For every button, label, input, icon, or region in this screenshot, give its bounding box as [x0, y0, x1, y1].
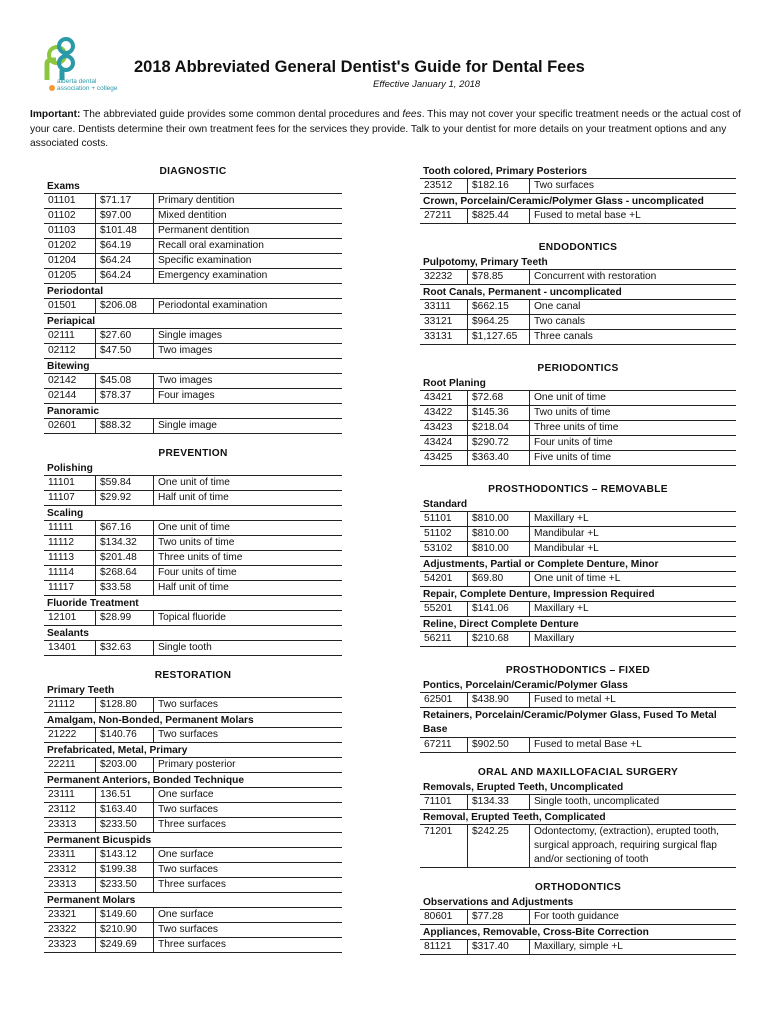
procedure-description: Emergency examination: [158, 270, 268, 281]
procedure-description: One unit of time: [158, 522, 230, 533]
section-heading: PERIODONTICS: [537, 363, 619, 374]
fee-amount: $210.68: [468, 632, 530, 646]
procedure-code: 13401: [44, 641, 96, 655]
page-title: 2018 Abbreviated General Dentist's Guide for Dental Fees: [134, 58, 585, 76]
fee-amount: $128.80: [96, 698, 154, 712]
procedure-description: Fused to metal Base +L: [534, 739, 642, 750]
procedure-description: Two canals: [534, 316, 585, 327]
procedure-code: 11113: [44, 551, 96, 565]
fee-amount: $363.40: [468, 451, 530, 465]
procedure-code: 62501: [420, 693, 468, 707]
subsection-heading: Sealants: [44, 626, 342, 641]
fee-row: [44, 698, 342, 713]
procedure-description: Fused to metal +L: [534, 694, 616, 705]
procedure-description: Three surfaces: [158, 879, 226, 890]
subsection-heading: Primary Teeth: [44, 683, 342, 698]
subsection-heading: Retainers, Porcelain/Ceramic/Polymer Glass, Fused To Metal Base: [420, 708, 736, 738]
procedure-code: 11112: [44, 536, 96, 550]
fee-amount: $64.19: [96, 239, 154, 253]
subsection-heading: Observations and Adjustments: [420, 895, 736, 910]
subsection-heading: Standard: [420, 497, 736, 512]
fee-row: [44, 239, 342, 254]
procedure-description: One surface: [158, 849, 214, 860]
procedure-code: 11114: [44, 566, 96, 580]
fee-amount: $72.68: [468, 391, 530, 405]
subsection-heading: Pulpotomy, Primary Teeth: [420, 255, 736, 270]
procedure-description: One canal: [534, 301, 581, 312]
fee-amount: $825.44: [468, 209, 530, 223]
fee-amount: $290.72: [468, 436, 530, 450]
fee-row: [420, 602, 736, 617]
procedure-code: 11107: [44, 491, 96, 505]
fee-amount: $140.76: [96, 728, 154, 742]
procedure-description: Maxillary +L: [534, 513, 589, 524]
procedure-description: Two surfaces: [158, 924, 219, 935]
fee-row: [44, 908, 342, 923]
alberta-dental-logo: [38, 36, 134, 102]
important-notice: Important: The abbreviated guide provides some common dental procedures and fees. This may not cover your specific treatment needs or the actual cost of your care. Dentists determine their own treatment fees for the services they provide. Talk to your dentist for more details on your treatment options and any associated costs.: [30, 109, 741, 149]
section-heading: ORTHODONTICS: [534, 882, 622, 893]
section-heading: ORAL AND MAXILLOFACIAL SURGERY: [477, 767, 679, 778]
subsection-heading: Prefabricated, Metal, Primary: [44, 743, 342, 758]
procedure-code: 02144: [44, 389, 96, 403]
procedure-description: One surface: [158, 909, 214, 920]
procedure-code: 02601: [44, 419, 96, 433]
procedure-code: 55201: [420, 602, 468, 616]
procedure-code: 23311: [44, 848, 96, 862]
fee-row: [44, 476, 342, 491]
procedure-description: Maxillary: [534, 633, 575, 644]
fee-row: [420, 391, 736, 406]
fee-amount: $242.25: [468, 825, 530, 867]
fee-amount: $1,127.65: [468, 330, 530, 344]
fee-amount: $182.16: [468, 179, 530, 193]
subsection-heading: Permanent Molars: [44, 893, 342, 908]
procedure-description: Five units of time: [534, 452, 611, 463]
procedure-description: One surface: [158, 789, 214, 800]
fee-amount: $233.50: [96, 878, 154, 892]
fee-amount: $27.60: [96, 329, 154, 343]
fee-amount: $101.48: [96, 224, 154, 238]
fee-amount: $32.63: [96, 641, 154, 655]
fee-amount: $45.08: [96, 374, 154, 388]
procedure-code: 02142: [44, 374, 96, 388]
subsection-heading: Periodontal: [44, 284, 342, 299]
procedure-code: 02111: [44, 329, 96, 343]
fee-amount: $67.16: [96, 521, 154, 535]
effective-date: Effective January 1, 2018: [373, 79, 481, 90]
fee-amount: $206.08: [96, 299, 154, 313]
fee-row: [420, 179, 736, 194]
fee-amount: $88.32: [96, 419, 154, 433]
fee-amount: $810.00: [468, 542, 530, 556]
procedure-code: 23321: [44, 908, 96, 922]
fee-row: [44, 374, 342, 389]
fee-amount: $59.84: [96, 476, 154, 490]
subsection-heading: Reline, Direct Complete Denture: [420, 617, 736, 632]
procedure-description: Mixed dentition: [158, 210, 227, 221]
procedure-code: 01202: [44, 239, 96, 253]
procedure-code: 54201: [420, 572, 468, 586]
procedure-code: 43422: [420, 406, 468, 420]
fee-row: [420, 572, 736, 587]
subsection-heading: Scaling: [44, 506, 342, 521]
procedure-code: 53102: [420, 542, 468, 556]
fee-row: [44, 758, 342, 773]
procedure-description: Mandibular +L: [534, 528, 599, 539]
subsection-heading: Polishing: [44, 461, 342, 476]
subsection-heading: Permanent Bicuspids: [44, 833, 342, 848]
fee-row: [420, 632, 736, 647]
fee-row: [420, 795, 736, 810]
fee-amount: $249.69: [96, 938, 154, 952]
fee-amount: $810.00: [468, 527, 530, 541]
left-column: [44, 164, 342, 953]
procedure-code: 33131: [420, 330, 468, 344]
procedure-code: 71101: [420, 795, 468, 809]
subsection-heading: Panoramic: [44, 404, 342, 419]
procedure-code: 22211: [44, 758, 96, 772]
fee-row: [420, 825, 736, 868]
procedure-description: Two surfaces: [158, 699, 219, 710]
procedure-code: 11117: [44, 581, 96, 595]
fee-row: [44, 254, 342, 269]
procedure-code: 32232: [420, 270, 468, 284]
subsection-heading: Repair, Complete Denture, Impression Required: [420, 587, 736, 602]
procedure-description: Two surfaces: [158, 804, 219, 815]
procedure-code: 43421: [420, 391, 468, 405]
fee-amount: $317.40: [468, 940, 530, 954]
procedure-description: Odontectomy, (extraction), erupted tooth, surgical approach, requiring surgical flap and/or sectioning of tooth: [534, 826, 719, 865]
procedure-code: 12101: [44, 611, 96, 625]
fee-row: [44, 788, 342, 803]
fee-row: [420, 940, 736, 955]
fee-amount: $964.25: [468, 315, 530, 329]
fee-row: [420, 406, 736, 421]
procedure-description: Half unit of time: [158, 492, 229, 503]
fee-row: [420, 209, 736, 224]
procedure-description: Three canals: [534, 331, 593, 342]
fee-row: [44, 581, 342, 596]
procedure-code: 51101: [420, 512, 468, 526]
procedure-code: 33121: [420, 315, 468, 329]
procedure-code: 81121: [420, 940, 468, 954]
procedure-code: 71201: [420, 825, 468, 867]
subsection-heading: Permanent Anteriors, Bonded Technique: [44, 773, 342, 788]
procedure-description: One unit of time: [534, 392, 606, 403]
fee-row: [420, 512, 736, 527]
fee-row: [420, 330, 736, 345]
procedure-code: 23313: [44, 818, 96, 832]
procedure-description: Primary dentition: [158, 195, 235, 206]
section-heading: RESTORATION: [154, 670, 232, 681]
fee-row: [420, 542, 736, 557]
procedure-description: Three surfaces: [158, 939, 226, 950]
fee-amount: $77.28: [468, 910, 530, 924]
fee-amount: $145.36: [468, 406, 530, 420]
fee-amount: $64.24: [96, 254, 154, 268]
fee-row: [420, 738, 736, 753]
procedure-code: 33111: [420, 300, 468, 314]
fee-amount: $134.33: [468, 795, 530, 809]
procedure-description: Recall oral examination: [158, 240, 264, 251]
fee-row: [44, 209, 342, 224]
subsection-heading: Tooth colored, Primary Posteriors: [420, 164, 736, 179]
fee-row: [44, 818, 342, 833]
fee-amount: $810.00: [468, 512, 530, 526]
section-heading: DIAGNOSTIC: [159, 166, 227, 177]
fee-amount: $218.04: [468, 421, 530, 435]
fee-row: [44, 224, 342, 239]
fee-row: [420, 421, 736, 436]
fee-amount: $199.38: [96, 863, 154, 877]
section-heading: ENDODONTICS: [538, 242, 618, 253]
fee-amount: $47.50: [96, 344, 154, 358]
section-heading: PREVENTION: [158, 448, 228, 459]
procedure-code: 01204: [44, 254, 96, 268]
subsection-heading: Pontics, Porcelain/Ceramic/Polymer Glass: [420, 678, 736, 693]
fee-amount: $29.92: [96, 491, 154, 505]
procedure-description: Two surfaces: [158, 729, 219, 740]
subsection-heading: Root Planing: [420, 376, 736, 391]
fee-row: [420, 527, 736, 542]
procedure-description: Four images: [158, 390, 215, 401]
fee-amount: $233.50: [96, 818, 154, 832]
fee-row: [44, 536, 342, 551]
subsection-heading: Fluoride Treatment: [44, 596, 342, 611]
procedure-description: Specific examination: [158, 255, 252, 266]
procedure-description: Maxillary +L: [534, 603, 589, 614]
procedure-description: Single tooth, uncomplicated: [534, 796, 660, 807]
procedure-code: 23312: [44, 863, 96, 877]
procedure-code: 56211: [420, 632, 468, 646]
procedure-code: 27211: [420, 209, 468, 223]
fee-amount: $141.06: [468, 602, 530, 616]
procedure-code: 21222: [44, 728, 96, 742]
fee-amount: $163.40: [96, 803, 154, 817]
procedure-description: For tooth guidance: [534, 911, 619, 922]
procedure-description: Four units of time: [534, 437, 613, 448]
subsection-heading: Root Canals, Permanent - uncomplicated: [420, 285, 736, 300]
procedure-code: 02112: [44, 344, 96, 358]
fee-row: [44, 269, 342, 284]
subsection-heading: Adjustments, Partial or Complete Denture, Minor: [420, 557, 736, 572]
right-column: [420, 164, 736, 955]
procedure-code: 01103: [44, 224, 96, 238]
section-heading: PROSTHODONTICS – FIXED: [505, 665, 651, 676]
procedure-code: 80601: [420, 910, 468, 924]
fee-amount: $64.24: [96, 269, 154, 283]
subsection-heading: Amalgam, Non-Bonded, Permanent Molars: [44, 713, 342, 728]
procedure-description: Concurrent with restoration: [534, 271, 657, 282]
fee-row: [44, 803, 342, 818]
fee-row: [44, 848, 342, 863]
procedure-description: Two images: [158, 375, 213, 386]
procedure-description: Mandibular +L: [534, 543, 599, 554]
fee-row: [44, 923, 342, 938]
procedure-description: Half unit of time: [158, 582, 229, 593]
procedure-description: Three units of time: [158, 552, 243, 563]
fee-row: [44, 329, 342, 344]
fee-row: [420, 270, 736, 285]
fee-amount: $438.90: [468, 693, 530, 707]
procedure-code: 01501: [44, 299, 96, 313]
procedure-description: One unit of time +L: [534, 573, 621, 584]
fee-amount: $28.99: [96, 611, 154, 625]
fee-row: [44, 419, 342, 434]
subsection-heading: Removal, Erupted Teeth, Complicated: [420, 810, 736, 825]
fee-amount: $662.15: [468, 300, 530, 314]
procedure-description: Permanent dentition: [158, 225, 250, 236]
procedure-description: Topical fluoride: [158, 612, 226, 623]
fee-row: [44, 299, 342, 314]
fee-amount: $902.50: [468, 738, 530, 752]
procedure-code: 43424: [420, 436, 468, 450]
fee-row: [420, 693, 736, 708]
procedure-code: 43425: [420, 451, 468, 465]
fee-row: [44, 878, 342, 893]
fee-amount: 136.51: [96, 788, 154, 802]
fee-row: [44, 641, 342, 656]
fee-row: [44, 728, 342, 743]
procedure-description: Single image: [158, 420, 217, 431]
procedure-code: 11101: [44, 476, 96, 490]
fee-amount: $143.12: [96, 848, 154, 862]
procedure-description: Four units of time: [158, 567, 237, 578]
subsection-heading: Bitewing: [44, 359, 342, 374]
procedure-description: Primary posterior: [158, 759, 236, 770]
procedure-description: Two surfaces: [158, 864, 219, 875]
procedure-description: Three surfaces: [158, 819, 226, 830]
procedure-description: One unit of time: [158, 477, 230, 488]
procedure-code: 01205: [44, 269, 96, 283]
fee-row: [44, 611, 342, 626]
fee-amount: $78.37: [96, 389, 154, 403]
procedure-description: Single tooth: [158, 642, 212, 653]
fee-amount: $97.00: [96, 209, 154, 223]
subsection-heading: Appliances, Removable, Cross-Bite Correction: [420, 925, 736, 940]
fee-amount: $33.58: [96, 581, 154, 595]
fee-amount: $78.85: [468, 270, 530, 284]
procedure-description: Three units of time: [534, 422, 619, 433]
fee-amount: $71.17: [96, 194, 154, 208]
procedure-code: 51102: [420, 527, 468, 541]
fee-row: [44, 491, 342, 506]
procedure-description: Two images: [158, 345, 213, 356]
fee-amount: $149.60: [96, 908, 154, 922]
procedure-code: 11111: [44, 521, 96, 535]
fee-row: [420, 300, 736, 315]
subsection-heading: Removals, Erupted Teeth, Uncomplicated: [420, 780, 736, 795]
procedure-description: Periodontal examination: [158, 300, 268, 311]
fee-row: [44, 194, 342, 209]
procedure-description: Fused to metal base +L: [534, 210, 641, 221]
fee-row: [420, 436, 736, 451]
fee-amount: $134.32: [96, 536, 154, 550]
fee-row: [420, 315, 736, 330]
fee-row: [44, 863, 342, 878]
procedure-description: Single images: [158, 330, 222, 341]
subsection-heading: Periapical: [44, 314, 342, 329]
fee-amount: $203.00: [96, 758, 154, 772]
fee-amount: $268.64: [96, 566, 154, 580]
fee-row: [44, 938, 342, 953]
fee-row: [420, 451, 736, 466]
subsection-heading: Crown, Porcelain/Ceramic/Polymer Glass - uncomplicated: [420, 194, 736, 209]
fee-amount: $69.80: [468, 572, 530, 586]
fee-row: [44, 551, 342, 566]
section-heading: PROSTHODONTICS – REMOVABLE: [488, 484, 668, 495]
procedure-code: 23112: [44, 803, 96, 817]
procedure-code: 23313: [44, 878, 96, 892]
procedure-code: 43423: [420, 421, 468, 435]
logo-text: alberta dental association + college: [57, 78, 118, 92]
procedure-code: 01101: [44, 194, 96, 208]
procedure-code: 67211: [420, 738, 468, 752]
procedure-code: 23512: [420, 179, 468, 193]
procedure-code: 21112: [44, 698, 96, 712]
procedure-description: Two units of time: [534, 407, 611, 418]
procedure-description: Maxillary, simple +L: [534, 941, 623, 952]
procedure-description: Two units of time: [158, 537, 235, 548]
procedure-code: 23322: [44, 923, 96, 937]
fee-row: [44, 389, 342, 404]
procedure-code: 23111: [44, 788, 96, 802]
fee-row: [44, 566, 342, 581]
fee-amount: $210.90: [96, 923, 154, 937]
fee-row: [44, 521, 342, 536]
procedure-description: Two surfaces: [534, 180, 595, 191]
fee-row: [420, 910, 736, 925]
procedure-code: 01102: [44, 209, 96, 223]
fee-row: [44, 344, 342, 359]
subsection-heading: Exams: [44, 179, 342, 194]
fee-amount: $201.48: [96, 551, 154, 565]
procedure-code: 23323: [44, 938, 96, 952]
